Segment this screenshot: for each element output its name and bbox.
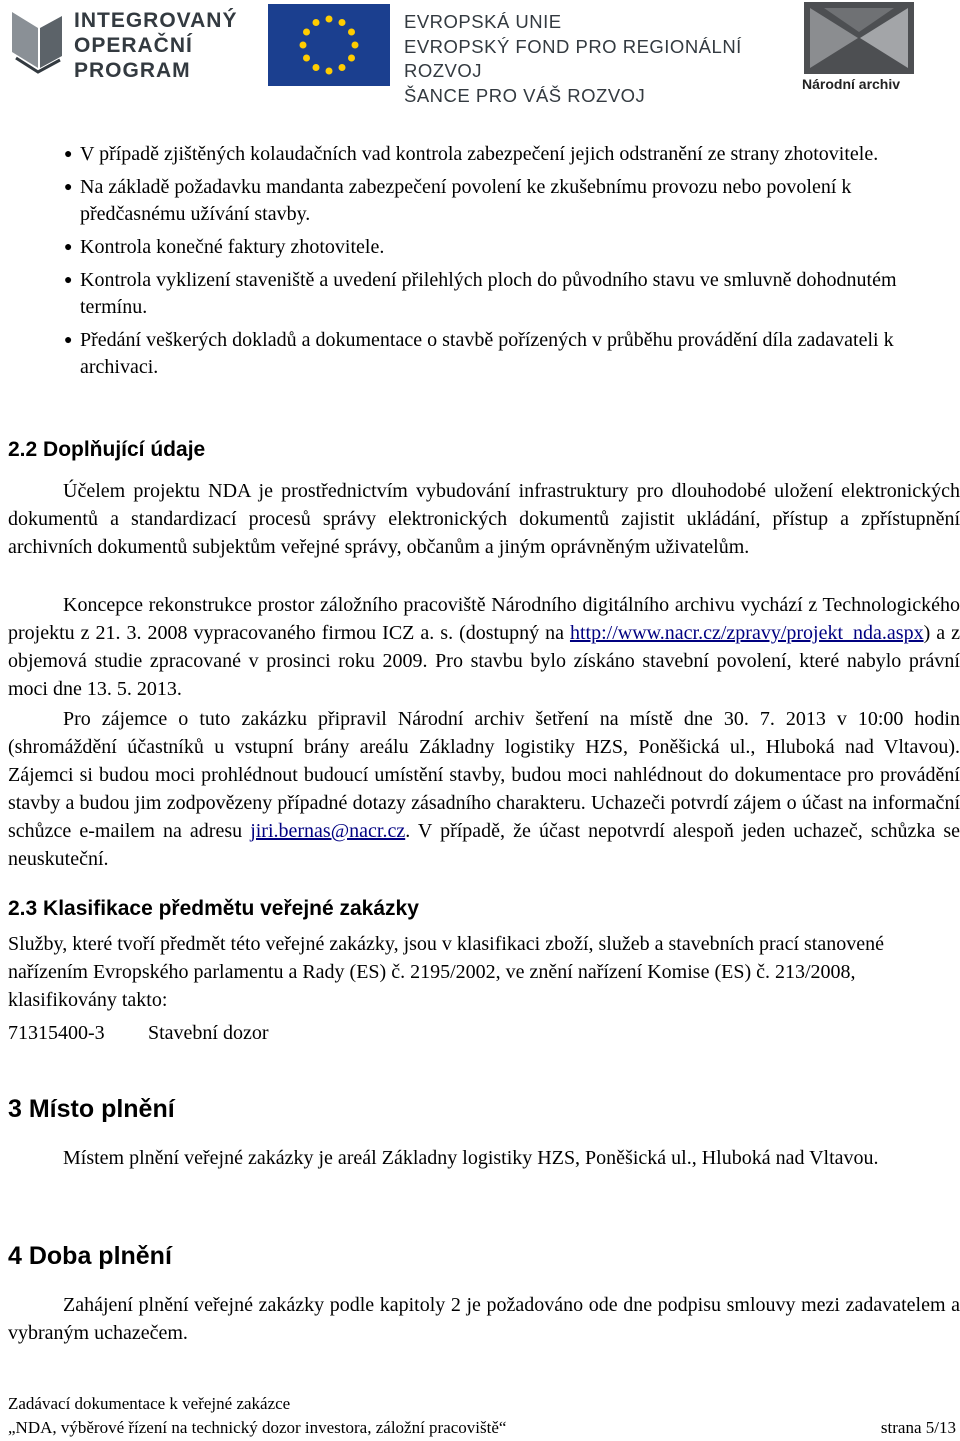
bullet-item: ● Kontrola konečné faktury zhotovitele. [62,234,942,261]
bullet-icon: ● [64,333,73,348]
narodni-archiv-caption: Národní archiv [802,76,901,92]
section-2-3-heading: 2.3 Klasifikace předmětu veřejné zakázky [8,897,419,920]
eu-line-3: ŠANCE PRO VÁŠ ROZVOJ [404,84,646,106]
iop-line-2: OPERAČNÍ [74,34,193,57]
section-2-2-paragraph-3: Pro zájemce o tuto zakázku připravil Národní archiv šetření na místě dne 30. 7. 2013 v 10:00 hodin (shromáždění účastníků u vstupní brány areálu Základny logistiky HZS, Poněšická ul., Hluboká nad Vltavou). Zájemci si budou moci prohlédnout budoucí umístění stavby, budou moci nahlédnout do dokumentace pro provádění stavby a budou jim zodpovězeny případné dotazy zásadního charakteru. Uchazeči potvrdí zájem o účast na informační schůzce e-mailem na adresu jiri.bernas@nacr.cz. V případě, že účast nepotvrdí alespoň jeden uchazeč, schůzka se neuskuteční. [8,708,960,870]
cpv-row [8,1022,269,1045]
cpv-label: Stavební dozor [148,1022,269,1044]
narodni-archiv-emblem-icon [804,2,914,74]
section-4-paragraph: Zahájení plnění veřejné zakázky podle kapitoly 2 je požadováno ode dne podpisu smlouvy mezi zadavatelem a vybraným uchazečem. [8,1294,960,1344]
project-nda-link[interactable]: http://www.nacr.cz/zpravy/projekt_nda.aspx [569,622,924,644]
contact-email-link[interactable]: jiri.bernas@nacr.cz [250,820,406,842]
section-2-3-paragraph: Služby, které tvoří předmět této veřejné zakázky, jsou v klasifikaci zboží, služeb a stavebních prací stanovené nařízením Evropského parlamentu a Rady (ES) č. 2195/2002, ve znění nařízení Komise (ES) č. 213/2008, klasifikovány takto: [8,933,884,1011]
bullet-icon: ● [64,240,73,255]
footer-line-1: Zadávací dokumentace k veřejné zakázce [8,1394,291,1413]
footer-line-2 [8,1418,960,1438]
bullet-item: ● Kontrola vyklizení staveniště a uvedení přilehlých ploch do původního stavu ve smluvně dohodnutém termínu. [64,269,897,318]
eu-logo [268,4,788,106]
section-3-paragraph: Místem plnění veřejné zakázky je areál Základny logistiky HZS, Poněšická ul., Hluboká nad Vltavou. [63,1147,879,1169]
iop-logo [8,8,238,88]
section-2-2-paragraph-2: Koncepce rekonstrukce prostor záložního pracoviště Národního digitálního archivu vychází z Technologického projektu z 21. 3. 2008 vypracovaného firmou ICZ a. s. (dostupný na http://www.nacr.cz/zpravy/projekt_nda.aspx) a z objemová studie zpracované v prosinci roku 2009. Pro stavbu bylo získáno stavební povolení, které nabylo právní moci dne 13. 5. 2013. [8,594,960,700]
eu-line-1: EVROPSKÁ UNIE [404,11,562,32]
bullet-item: ● V případě zjištěných kolaudačních vad kontrola zabezpečení jejich odstranění ze strany zhotovitele. [62,141,942,168]
bullet-icon: ● [64,273,73,288]
iop-emblem-icon [8,8,66,86]
iop-line-1: INTEGROVANÝ [74,9,238,32]
cpv-code: 71315400-3 [8,1022,105,1044]
task-bullet-list [62,141,942,387]
eu-flag-icon [268,4,390,86]
section-2-2-paragraph-1: Účelem projektu NDA je prostřednictvím vybudování infrastruktury pro dlouhodobé uložení elektronických dokumentů a standardizací procesů správy elektronických dokumentů zajistit ukládání, přístup a zpřístupnění archivních dokumentů subjektům veřejné správy, občanům a jiným oprávněným uživatelům. [8,480,960,558]
footer-title: „NDA, výběrové řízení na technický dozor investora, záložní pracoviště“ [8,1418,507,1437]
bullet-icon: ● [64,180,73,195]
section-4-heading: 4 Doba plnění [8,1242,172,1270]
bullet-icon: ● [64,147,73,162]
narodni-archiv-logo [792,0,960,100]
section-3-heading: 3 Místo plnění [8,1095,175,1123]
bullet-item: ● Na základě požadavku mandanta zabezpečení povolení ke zkušebnímu provozu nebo povolení k předčasnému užívání stavby. [64,176,852,225]
section-2-2-heading: 2.2 Doplňující údaje [8,438,206,461]
page-number: strana 5/13 [880,1418,956,1437]
eu-line-2: EVROPSKÝ FOND PRO REGIONÁLNÍ ROZVOJ [404,35,742,81]
iop-line-3: PROGRAM [74,59,191,82]
bullet-item: ● Předání veškerých dokladů a dokumentace o stavbě pořízených v průběhu provádění díla zadavateli k archivaci. [64,329,894,378]
